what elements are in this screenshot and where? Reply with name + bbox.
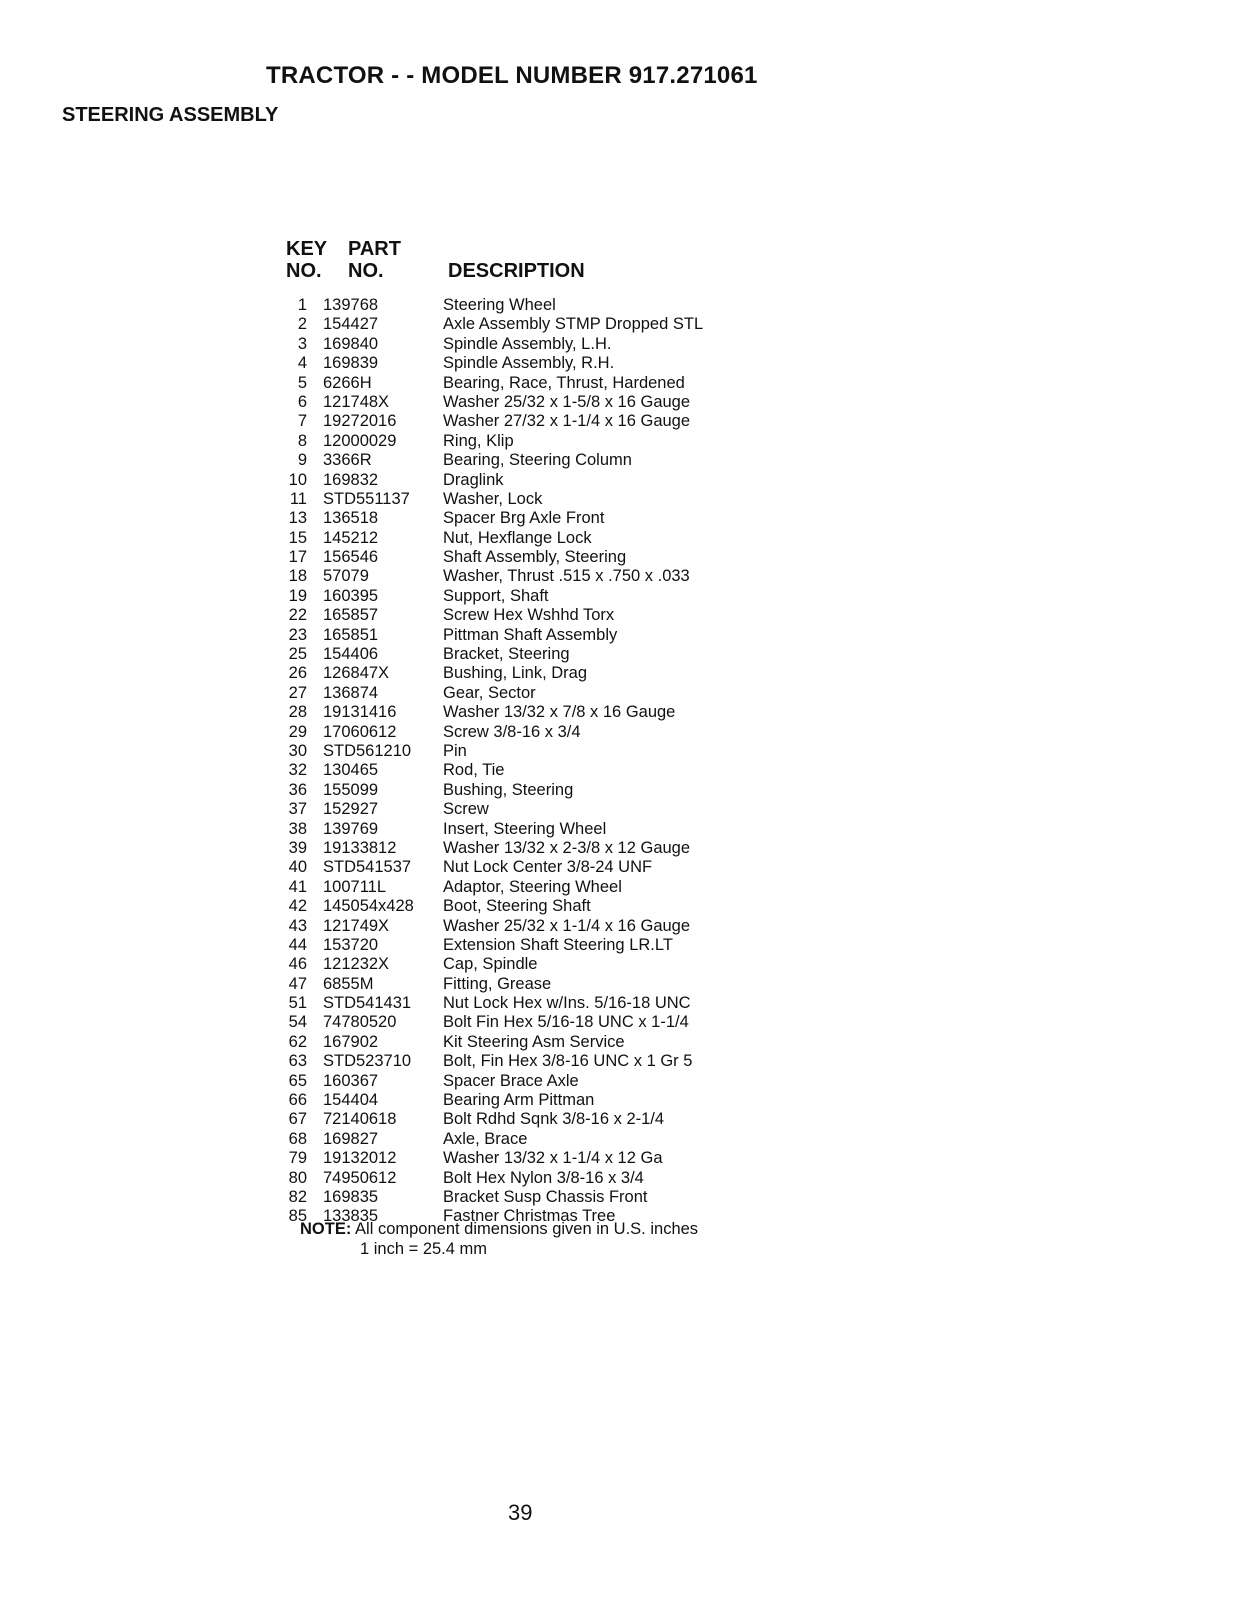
parts-row [280, 684, 800, 703]
key-no: 44 [288, 935, 307, 954]
part-description: Bracket, Steering [443, 645, 570, 664]
part-no: 74780520 [323, 1013, 397, 1032]
parts-row [280, 1072, 800, 1091]
part-no: 19133812 [323, 838, 397, 857]
part-no: 136874 [323, 683, 379, 702]
header-description: DESCRIPTION [448, 260, 585, 282]
part-description: Washer 25/32 x 1-5/8 x 16 Gauge [443, 392, 691, 411]
key-no: 28 [288, 703, 307, 722]
key-no: 38 [288, 819, 307, 838]
parts-row [280, 548, 800, 567]
part-description: Steering Wheel [443, 296, 556, 314]
part-description: Spacer Brg Axle Front [443, 509, 605, 528]
part-description: Fastner Christmas Tree [443, 1207, 616, 1226]
parts-row [280, 781, 800, 800]
parts-row [280, 664, 800, 683]
part-description: Washer 13/32 x 7/8 x 16 Gauge [443, 703, 676, 722]
part-description: Cap, Spindle [443, 955, 538, 974]
part-description: Spindle Assembly, R.H. [443, 354, 615, 373]
key-no: 19 [288, 586, 307, 605]
key-no: 37 [288, 800, 307, 819]
part-no: 156546 [323, 548, 379, 567]
key-no: 27 [288, 683, 307, 702]
part-no: 74950612 [323, 1168, 397, 1187]
part-description: Fitting, Grease [443, 974, 552, 993]
key-no: 62 [288, 1032, 307, 1051]
part-no: 130465 [323, 761, 379, 780]
key-no: 29 [288, 722, 307, 741]
key-no: 22 [288, 606, 307, 625]
part-no: 167902 [323, 1032, 379, 1051]
part-no: 160395 [323, 586, 379, 605]
key-no: 66 [288, 1091, 307, 1110]
part-no: 145054x428 [323, 897, 414, 916]
part-description: Washer, Thrust .515 x .750 x .033 [443, 567, 690, 586]
parts-row [280, 432, 800, 451]
part-no: 3366R [323, 451, 372, 470]
part-description: Bearing, Race, Thrust, Hardened [443, 373, 685, 392]
part-no: 139769 [323, 819, 379, 838]
parts-row [280, 975, 800, 994]
key-no: 82 [288, 1187, 307, 1206]
parts-row [280, 1130, 800, 1149]
parts-row [280, 955, 800, 974]
key-no: 13 [288, 509, 307, 528]
parts-row [280, 451, 800, 470]
key-no: 80 [288, 1168, 307, 1187]
parts-row [280, 567, 800, 586]
part-description: Bolt Hex Nylon 3/8-16 x 3/4 [443, 1168, 644, 1187]
parts-row [280, 587, 800, 606]
header-part-line1: PART [348, 238, 401, 260]
key-no: 15 [288, 528, 307, 547]
key-no: 17 [288, 548, 307, 567]
part-description: Washer, Lock [443, 489, 543, 508]
key-no: 7 [297, 412, 307, 431]
key-no: 39 [288, 838, 307, 857]
part-description: Bracket Susp Chassis Front [443, 1187, 648, 1206]
part-description: Bearing, Steering Column [443, 451, 632, 470]
part-description: Pittman Shaft Assembly [443, 625, 618, 644]
part-description: Gear, Sector [443, 683, 536, 702]
parts-row [280, 315, 800, 334]
part-description: Adaptor, Steering Wheel [443, 877, 622, 896]
parts-row [280, 1110, 800, 1129]
part-description: Extension Shaft Steering LR.LT [443, 935, 673, 954]
parts-row [280, 917, 800, 936]
parts-row [280, 820, 800, 839]
part-description: Boot, Steering Shaft [443, 897, 591, 916]
part-description: Bearing Arm Pittman [443, 1091, 595, 1110]
part-no: 19131416 [323, 703, 397, 722]
part-description: Shaft Assembly, Steering [443, 548, 627, 567]
key-no: 43 [288, 916, 307, 935]
part-description: Washer 25/32 x 1-1/4 x 16 Gauge [443, 916, 691, 935]
key-no: 42 [288, 897, 307, 916]
part-description: Insert, Steering Wheel [443, 819, 607, 838]
key-no: 32 [288, 761, 307, 780]
parts-row [280, 335, 800, 354]
note [300, 1220, 698, 1239]
part-no: 154427 [323, 315, 379, 334]
part-description: Ring, Klip [443, 431, 514, 450]
part-description: Screw 3/8-16 x 3/4 [443, 722, 581, 741]
part-no: 165851 [323, 625, 379, 644]
parts-row [280, 471, 800, 490]
parts-row [280, 1149, 800, 1168]
parts-row [280, 994, 800, 1013]
key-no: 9 [297, 451, 307, 470]
key-no: 8 [297, 431, 307, 450]
parts-row [280, 936, 800, 955]
key-no: 4 [297, 354, 307, 373]
part-no: STD523710 [323, 1052, 412, 1071]
part-no: 72140618 [323, 1110, 397, 1129]
part-no: 121232X [323, 955, 390, 974]
part-no: STD541431 [323, 994, 412, 1013]
key-no: 6 [297, 392, 307, 411]
parts-row [280, 354, 800, 373]
part-no: 145212 [323, 528, 379, 547]
part-no: 6855M [323, 974, 374, 993]
part-no: 19132012 [323, 1149, 397, 1168]
parts-row [280, 800, 800, 819]
part-no: 139768 [323, 296, 379, 314]
key-no: 79 [288, 1149, 307, 1168]
part-description: Spindle Assembly, L.H. [443, 334, 612, 353]
part-no: 154406 [323, 645, 379, 664]
parts-row [280, 742, 800, 761]
part-no: 155099 [323, 780, 379, 799]
parts-row [280, 626, 800, 645]
note-conversion: 1 inch = 25.4 mm [360, 1240, 488, 1258]
page-title: TRACTOR - - MODEL NUMBER 917.271061 [266, 62, 758, 89]
page-number: 39 [508, 1500, 533, 1525]
part-no: 169840 [323, 334, 379, 353]
part-no: STD551137 [323, 489, 410, 508]
key-no: 25 [288, 645, 307, 664]
part-no: STD561210 [323, 741, 412, 760]
part-no: 19272016 [323, 412, 397, 431]
part-no: 160367 [323, 1071, 379, 1090]
part-description: Draglink [443, 470, 504, 489]
parts-row [280, 374, 800, 393]
key-no: 10 [288, 470, 307, 489]
parts-row [280, 1169, 800, 1188]
part-no: 6266H [323, 373, 372, 392]
part-no: STD541537 [323, 858, 412, 877]
key-no: 47 [288, 974, 307, 993]
key-no: 68 [288, 1129, 307, 1148]
part-description: Nut Lock Center 3/8-24 UNF [443, 858, 653, 877]
part-description: Washer 13/32 x 2-3/8 x 12 Gauge [443, 838, 691, 857]
part-no: 169827 [323, 1129, 379, 1148]
key-no: 5 [297, 373, 307, 392]
key-no: 3 [297, 334, 307, 353]
part-description: Axle, Brace [443, 1129, 528, 1148]
parts-row [280, 509, 800, 528]
part-description: Bolt, Fin Hex 3/8-16 UNC x 1 Gr 5 [443, 1052, 693, 1071]
parts-row [280, 897, 800, 916]
part-no: 169839 [323, 354, 379, 373]
part-description: Bolt Fin Hex 5/16-18 UNC x 1-1/4 [443, 1013, 689, 1032]
part-description: Kit Steering Asm Service [443, 1032, 625, 1051]
key-no: 18 [288, 567, 307, 586]
key-no: 1 [297, 296, 307, 314]
key-no: 11 [289, 489, 307, 508]
key-no: 40 [288, 858, 307, 877]
parts-row [280, 1091, 800, 1110]
part-description: Support, Shaft [443, 586, 549, 605]
parts-row [280, 606, 800, 625]
part-no: 121749X [323, 916, 390, 935]
key-no: 23 [288, 625, 307, 644]
key-no: 54 [288, 1013, 307, 1032]
parts-row [280, 1188, 800, 1207]
part-no: 57079 [323, 567, 369, 586]
parts-row [280, 1013, 800, 1032]
parts-row [280, 703, 800, 722]
part-no: 133835 [323, 1207, 379, 1226]
part-no: 152927 [323, 800, 379, 819]
header-part-line2: NO. [348, 260, 384, 282]
key-no: 36 [288, 780, 307, 799]
part-no: 17060612 [323, 722, 397, 741]
parts-row [280, 878, 800, 897]
header-key-line1: KEY [286, 238, 328, 260]
note-label: NOTE: [300, 1220, 352, 1238]
parts-row [280, 490, 800, 509]
part-description: Rod, Tie [443, 761, 505, 780]
part-no: 153720 [323, 935, 379, 954]
note-text: All component dimensions given in U.S. inches [355, 1220, 699, 1238]
parts-row [280, 723, 800, 742]
part-description: Axle Assembly STMP Dropped STL [443, 315, 704, 334]
part-description: Washer 27/32 x 1-1/4 x 16 Gauge [443, 412, 691, 431]
part-no: 169835 [323, 1187, 379, 1206]
part-description: Pin [443, 741, 467, 760]
header-key-line2: NO. [286, 260, 322, 282]
part-description: Washer 13/32 x 1-1/4 x 12 Ga [443, 1149, 663, 1168]
parts-row [280, 1052, 800, 1071]
parts-list [280, 296, 800, 1227]
parts-row [280, 529, 800, 548]
part-description: Screw Hex Wshhd Torx [443, 606, 615, 625]
key-no: 30 [288, 741, 307, 760]
part-no: 165857 [323, 606, 379, 625]
key-no: 46 [288, 955, 307, 974]
part-no: 136518 [323, 509, 379, 528]
key-no: 65 [288, 1071, 307, 1090]
key-no: 41 [288, 877, 307, 896]
parts-row [280, 393, 800, 412]
part-description: Nut, Hexflange Lock [443, 528, 592, 547]
part-no: 100711L [323, 877, 387, 896]
parts-row [280, 645, 800, 664]
part-no: 169832 [323, 470, 379, 489]
key-no: 63 [288, 1052, 307, 1071]
part-description: Bolt Rdhd Sqnk 3/8-16 x 2-1/4 [443, 1110, 665, 1129]
key-no: 85 [288, 1207, 307, 1226]
part-description: Bushing, Link, Drag [443, 664, 587, 683]
part-no: 121748X [323, 392, 390, 411]
part-description: Screw [443, 800, 489, 819]
parts-row [280, 839, 800, 858]
key-no: 51 [288, 994, 307, 1013]
parts-row [280, 412, 800, 431]
part-no: 12000029 [323, 431, 397, 450]
part-description: Bushing, Steering [443, 780, 574, 799]
parts-row [280, 296, 800, 315]
parts-row [280, 761, 800, 780]
part-no: 126847X [323, 664, 390, 683]
part-description: Spacer Brace Axle [443, 1071, 579, 1090]
part-description: Nut Lock Hex w/Ins. 5/16-18 UNC [443, 994, 691, 1013]
key-no: 26 [288, 664, 307, 683]
part-no: 154404 [323, 1091, 379, 1110]
section-title: STEERING ASSEMBLY [62, 104, 279, 126]
key-no: 2 [297, 315, 307, 334]
parts-row [280, 1033, 800, 1052]
key-no: 67 [288, 1110, 307, 1129]
parts-row [280, 858, 800, 877]
